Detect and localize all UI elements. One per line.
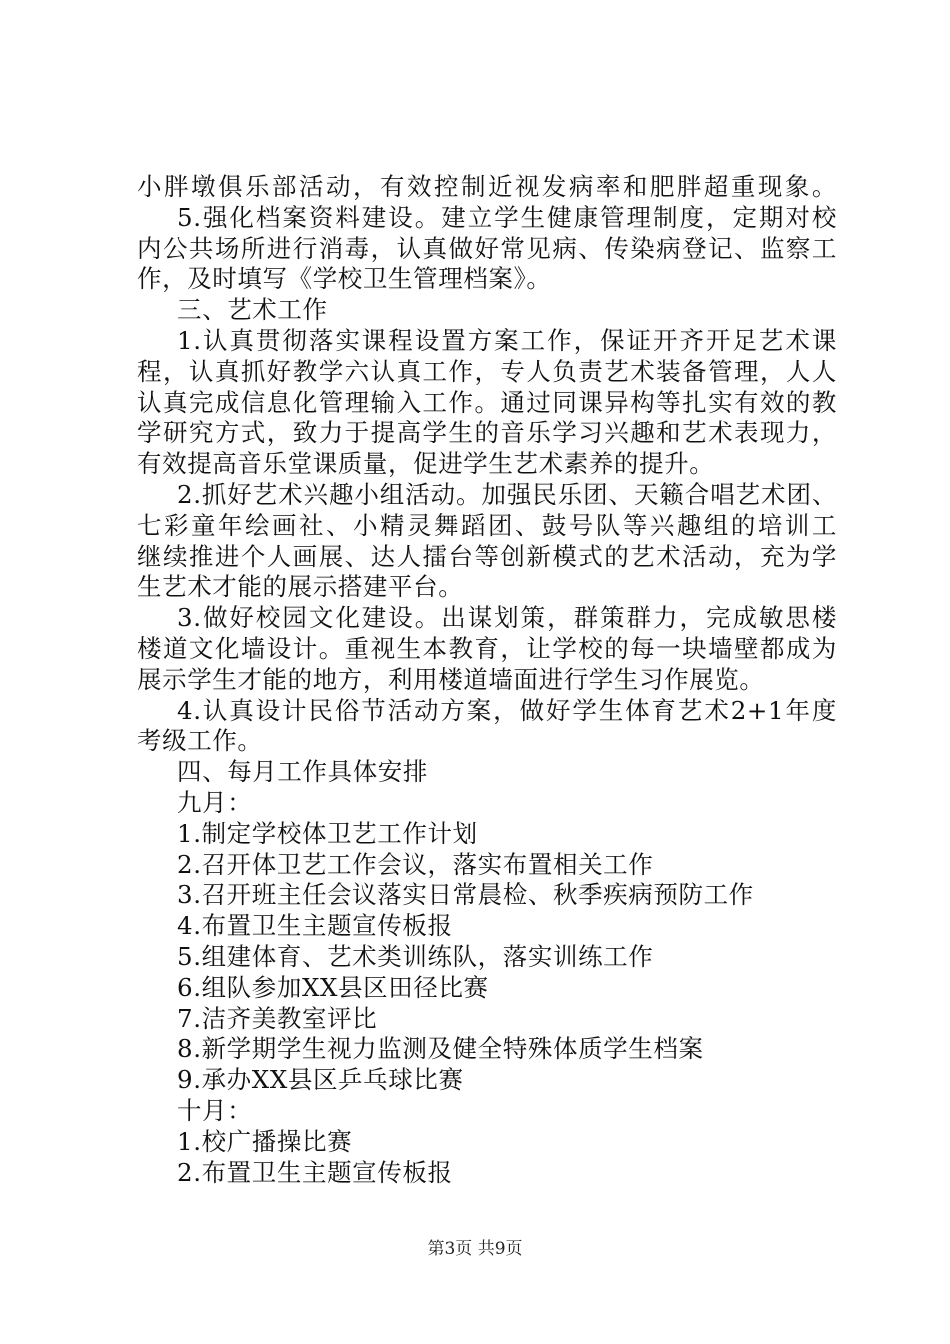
text-line-17: 展示学生才能的地方，利用楼道墙面进行学生习作展览。 (137, 664, 765, 694)
list-item: 6.组队参加XX县区田径比赛 (177, 972, 489, 1002)
text-line-7: 程，认真抓好教学六认真工作，专人负责艺术装备管理，人人 (137, 356, 837, 386)
list-item: 8.新学期学生视力监测及健全特殊体质学生档案 (177, 1034, 704, 1064)
section-heading-art: 三、艺术工作 (177, 295, 328, 325)
text-line-11: 2.抓好艺术兴趣小组活动。加强民乐团、天籁合唱艺术团、 (177, 479, 837, 509)
page-footer: 第3页 共9页 (427, 1239, 523, 1259)
text-line-18: 4.认真设计民俗节活动方案，做好学生体育艺术2+1年度 (177, 695, 837, 725)
text-line-14: 生艺术才能的展示搭建平台。 (137, 572, 464, 602)
list-item: 4.布置卫生主题宣传板报 (177, 911, 453, 941)
section-heading-monthly: 四、每月工作具体安排 (177, 757, 428, 787)
text-line-1: 小胖墩俱乐部活动，有效控制近视发病率和肥胖超重现象。 (137, 172, 837, 201)
list-item: 9.承办XX县区乒乓球比赛 (177, 1065, 464, 1095)
month-heading-september: 九月： (177, 787, 253, 817)
text-line-2: 5.强化档案资料建设。建立学生健康管理制度，定期对校 (177, 202, 837, 232)
document-body (137, 172, 837, 1188)
text-line-16: 楼道文化墙设计。重视生本教育，让学校的每一块墙壁都成为 (137, 633, 837, 663)
text-line-10: 有效提高音乐堂课质量，促进学生艺术素养的提升。 (137, 449, 715, 479)
text-line-19: 考级工作。 (137, 726, 263, 756)
text-line-8: 认真完成信息化管理输入工作。通过同课异构等扎实有效的教 (137, 387, 837, 417)
list-item: 7.洁齐美教室评比 (177, 1003, 378, 1033)
list-item: 2.召开体卫艺工作会议，落实布置相关工作 (177, 849, 654, 879)
list-item: 1.制定学校体卫艺工作计划 (177, 818, 478, 848)
list-item: 2.布置卫生主题宣传板报 (177, 1157, 453, 1187)
month-heading-october: 十月： (177, 1095, 253, 1125)
text-line-4: 作，及时填写《学校卫生管理档案》。 (137, 264, 552, 294)
list-item: 1.校广播操比赛 (177, 1126, 353, 1156)
text-line-12: 七彩童年绘画社、小精灵舞蹈团、鼓号队等兴趣组的培训工 (137, 510, 837, 540)
list-item: 5.组建体育、艺术类训练队，落实训练工作 (177, 941, 654, 971)
list-item: 3.召开班主任会议落实日常晨检、秋季疾病预防工作 (177, 880, 754, 910)
text-line-6: 1.认真贯彻落实课程设置方案工作，保证开齐开足艺术课 (177, 325, 837, 355)
text-line-9: 学研究方式，致力于提高学生的音乐学习兴趣和艺术表现力， (137, 418, 837, 448)
text-line-15: 3.做好校园文化建设。出谋划策，群策群力，完成敏思楼 (177, 603, 837, 633)
text-line-3: 内公共场所进行消毒，认真做好常见病、传染病登记、监察工 (137, 233, 837, 263)
text-line-13: 继续推进个人画展、达人擂台等创新模式的艺术活动，充为学 (137, 541, 837, 571)
